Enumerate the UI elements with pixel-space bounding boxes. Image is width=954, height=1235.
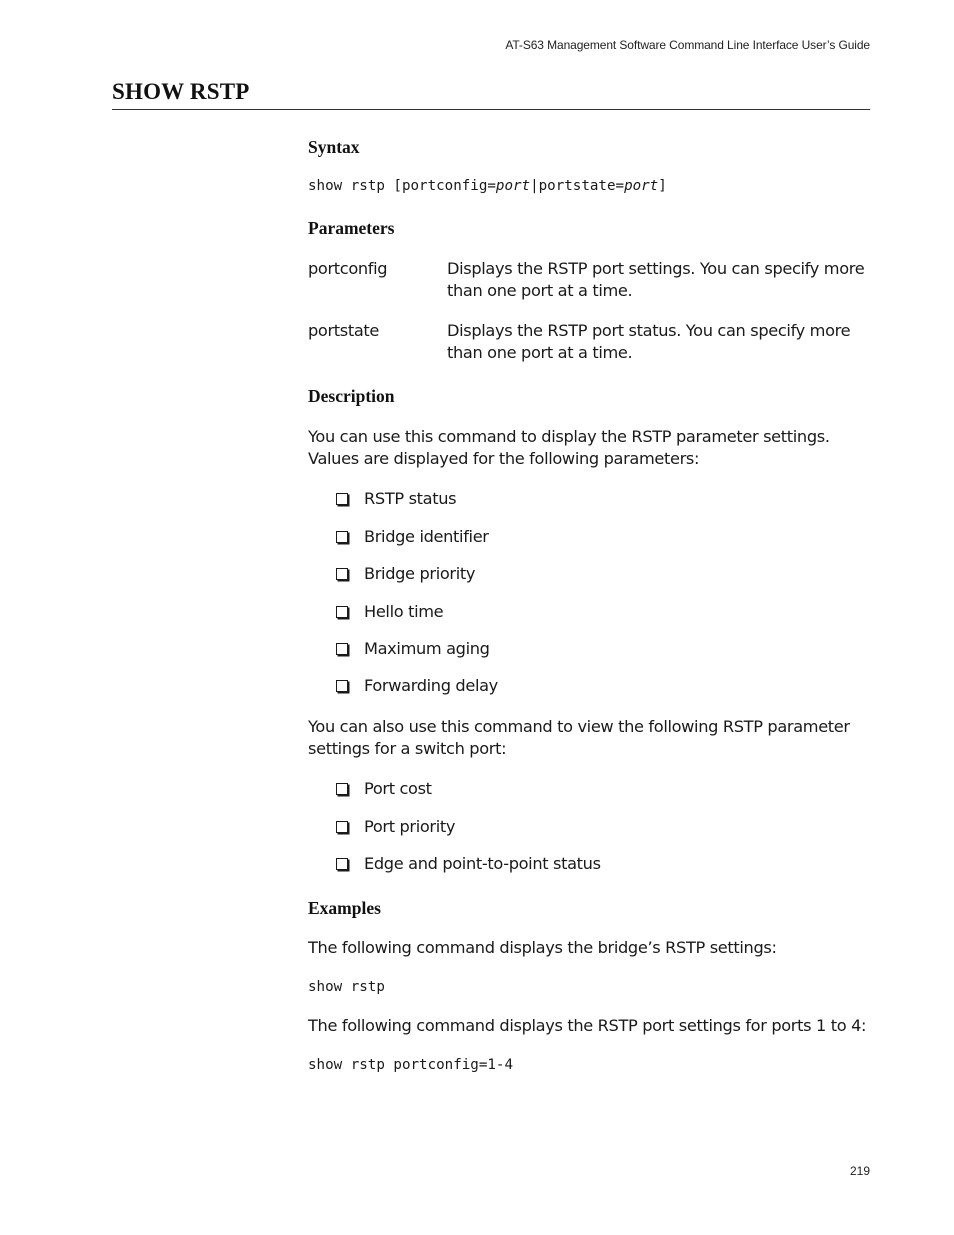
description-paragraph: You can also use this command to view the following RSTP parameter settings for a switch port:: [308, 717, 850, 758]
list-item-label: Edge and point-to-point status: [364, 854, 601, 873]
parameters-heading: Parameters: [308, 218, 395, 238]
list-item: [336, 638, 490, 660]
list-item: [336, 778, 432, 800]
examples-heading: Examples: [308, 898, 381, 918]
title-rule: [112, 109, 870, 110]
list-item: [336, 601, 443, 623]
list-item: [336, 853, 601, 875]
description-paragraph: You can use this command to display the RSTP parameter settings. Values are displayed for the following parameters:: [308, 427, 830, 468]
parameter-name: portstate: [308, 321, 380, 340]
example-command: show rstp: [308, 979, 385, 995]
list-item-label: Port priority: [364, 817, 456, 836]
checkbox-bullet-icon: [336, 858, 348, 870]
checkbox-bullet-icon: [336, 643, 348, 655]
parameter-description: Displays the RSTP port status. You can specify more than one port at a time.: [447, 321, 851, 362]
description-heading: Description: [308, 386, 395, 406]
list-item-label: Bridge identifier: [364, 527, 489, 546]
checkbox-bullet-icon: [336, 606, 348, 618]
syntax-variable: port: [624, 178, 659, 194]
checkbox-bullet-icon: [336, 680, 348, 692]
list-item: [336, 563, 475, 585]
syntax-part: show rstp [portconfig=: [308, 178, 496, 194]
list-item-label: Port cost: [364, 779, 432, 798]
syntax-part: ]: [658, 178, 667, 194]
checkbox-bullet-icon: [336, 568, 348, 580]
syntax-command: [308, 178, 667, 194]
list-item-label: RSTP status: [364, 489, 457, 508]
example-command: show rstp portconfig=1-4: [308, 1057, 513, 1073]
checkbox-bullet-icon: [336, 531, 348, 543]
syntax-part: |portstate=: [530, 178, 625, 194]
list-item-label: Hello time: [364, 602, 444, 621]
page-title: SHOW RSTP: [112, 79, 250, 104]
checkbox-bullet-icon: [336, 821, 348, 833]
example-text: The following command displays the bridge’s RSTP settings:: [308, 938, 777, 957]
checkbox-bullet-icon: [336, 783, 348, 795]
running-header: AT-S63 Management Software Command Line Interface User’s Guide: [505, 38, 870, 52]
parameter-description: Displays the RSTP port settings. You can specify more than one port at a time.: [447, 259, 865, 300]
list-item-label: Maximum aging: [364, 639, 490, 658]
list-item: [336, 526, 489, 548]
page-number: 219: [849, 1164, 870, 1178]
parameter-name: portconfig: [308, 259, 388, 278]
example-text: The following command displays the RSTP port settings for ports 1 to 4:: [308, 1016, 867, 1035]
syntax-variable: port: [495, 178, 531, 194]
list-item: [336, 816, 455, 838]
syntax-heading: Syntax: [308, 137, 360, 157]
list-item: [336, 675, 498, 697]
list-item: [336, 488, 456, 510]
checkbox-bullet-icon: [336, 493, 348, 505]
list-item-label: Forwarding delay: [364, 676, 498, 695]
list-item-label: Bridge priority: [364, 564, 476, 583]
